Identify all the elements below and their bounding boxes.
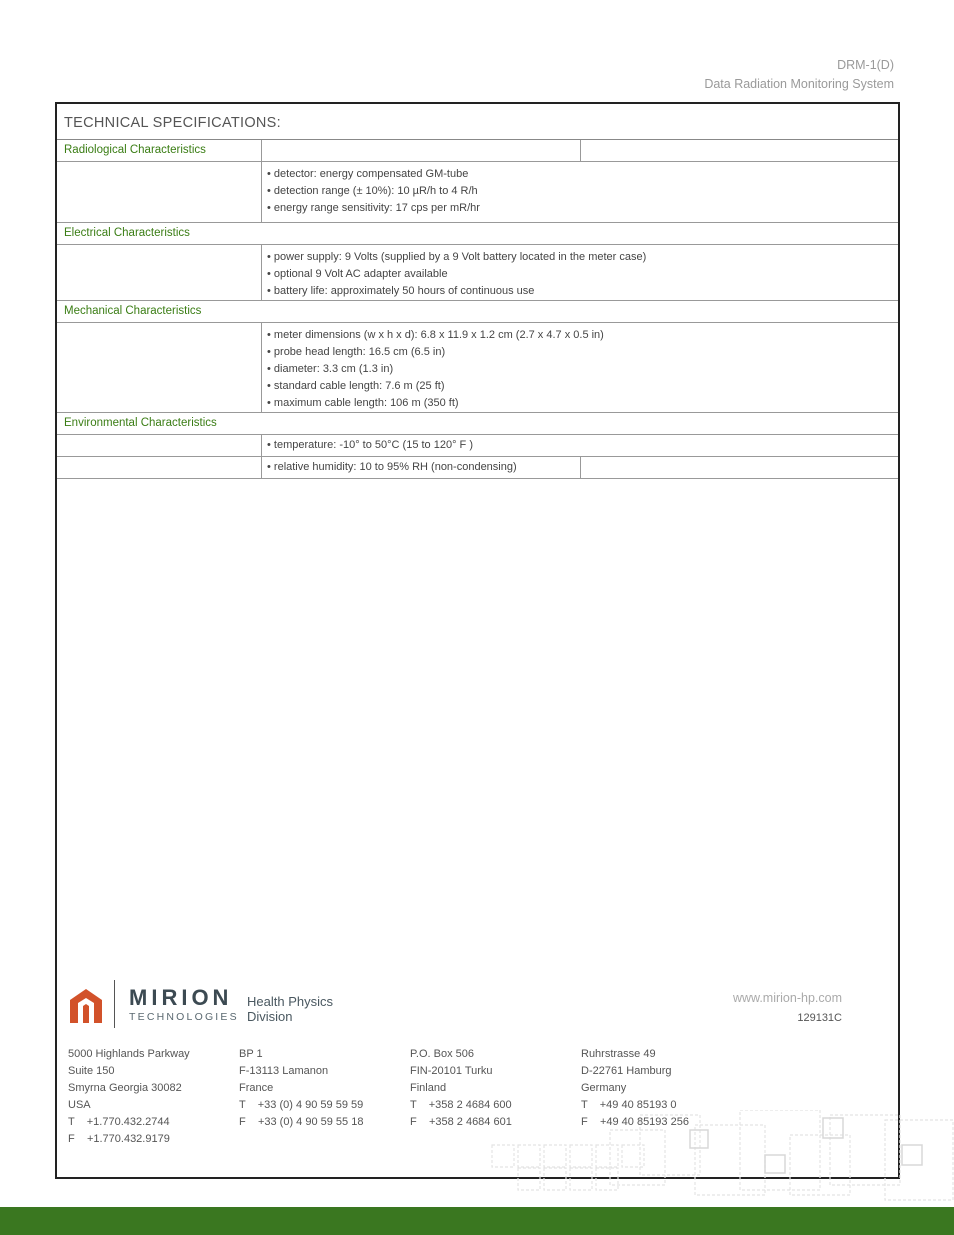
logo-sub: TECHNOLOGIES — [129, 1011, 239, 1023]
spec-item: • energy range sensitivity: 17 cps per mR/hr — [267, 202, 480, 214]
document-code: 129131C — [797, 1012, 842, 1024]
address-france — [239, 1046, 363, 1131]
logo-brand: MIRION — [129, 985, 233, 1010]
address-line: T +358 2 4684 600 — [410, 1099, 512, 1111]
address-line: 5000 Highlands Parkway — [68, 1048, 190, 1060]
address-line: T +49 40 85193 0 — [581, 1099, 677, 1111]
address-line: FIN-20101 Turku — [410, 1065, 493, 1077]
address-line: F +358 2 4684 601 — [410, 1116, 512, 1128]
spec-list — [267, 327, 604, 412]
spec-item: • relative humidity: 10 to 95% RH (non-condensing) — [267, 461, 517, 473]
address-line: Suite 150 — [68, 1065, 115, 1077]
spec-item: • detection range (± 10%): 10 µR/h to 4 R/h — [267, 185, 478, 197]
address-line: T +1.770.432.2744 — [68, 1116, 170, 1128]
address-line: France — [239, 1082, 274, 1094]
address-line: Germany — [581, 1082, 627, 1094]
address-line: BP 1 — [239, 1048, 263, 1060]
spec-item: • temperature: -10° to 50°C (15 to 120° F ) — [267, 439, 473, 451]
section-header-mechanical — [57, 301, 898, 323]
address-line: P.O. Box 506 — [410, 1048, 475, 1060]
section-body-mechanical — [57, 323, 898, 413]
address-line: Ruhrstrasse 49 — [581, 1048, 656, 1060]
address-line: T +33 (0) 4 90 59 59 59 — [239, 1099, 364, 1111]
section-title: Radiological Characteristics — [64, 144, 206, 156]
section-body-environmental-2 — [57, 457, 898, 479]
spec-item: • maximum cable length: 106 m (350 ft) — [267, 397, 459, 409]
spec-list — [267, 166, 480, 217]
document-subtitle: Data Radiation Monitoring System — [704, 77, 894, 91]
spec-list — [267, 249, 646, 300]
address-line: Finland — [410, 1082, 447, 1094]
spec-item: • diameter: 3.3 cm (1.3 in) — [267, 363, 394, 375]
footer-bar — [0, 1207, 954, 1235]
logo-division-2: Division — [247, 1009, 293, 1024]
website-link[interactable]: www.mirion-hp.com — [732, 991, 842, 1005]
address-line: F +1.770.432.9179 — [68, 1133, 170, 1145]
section-body-environmental-1 — [57, 435, 898, 457]
spec-item: • power supply: 9 Volts (supplied by a 9 Volt battery located in the meter case) — [267, 251, 647, 263]
address-germany — [581, 1046, 689, 1131]
address-usa — [68, 1046, 190, 1148]
spec-item: • battery life: approximately 50 hours of continuous use — [267, 285, 535, 297]
section-header-electrical — [57, 223, 898, 245]
spec-title: TECHNICAL SPECIFICATIONS: — [64, 115, 281, 131]
spec-item: • probe head length: 16.5 cm (6.5 in) — [267, 346, 446, 358]
section-header-radiological — [57, 140, 898, 162]
address-line: D-22761 Hamburg — [581, 1065, 672, 1077]
logo-division-1: Health Physics — [247, 994, 333, 1009]
address-line: F +49 40 85193 256 — [581, 1116, 689, 1128]
address-line: F-13113 Lamanon — [239, 1065, 329, 1077]
mirion-m-icon — [68, 986, 104, 1024]
section-body-radiological — [57, 162, 898, 223]
address-line: F +33 (0) 4 90 59 55 18 — [239, 1116, 364, 1128]
section-title: Environmental Characteristics — [64, 417, 217, 429]
section-title: Mechanical Characteristics — [64, 305, 202, 317]
spec-title-row — [57, 104, 898, 140]
decorative-pattern — [490, 1110, 954, 1207]
section-title: Electrical Characteristics — [64, 227, 190, 239]
address-finland — [410, 1046, 512, 1131]
spec-item: • optional 9 Volt AC adapter available — [267, 268, 448, 280]
document-model: DRM-1(D) — [837, 58, 894, 72]
spec-item: • meter dimensions (w x h x d): 6.8 x 11.9 x 1.2 cm (2.7 x 4.7 x 0.5 in) — [267, 329, 604, 341]
section-body-electrical — [57, 245, 898, 301]
address-line: USA — [68, 1099, 91, 1111]
section-header-environmental — [57, 413, 898, 435]
address-line: Smyrna Georgia 30082 — [68, 1082, 182, 1094]
spec-item: • standard cable length: 7.6 m (25 ft) — [267, 380, 445, 392]
spec-item: • detector: energy compensated GM-tube — [267, 168, 469, 180]
